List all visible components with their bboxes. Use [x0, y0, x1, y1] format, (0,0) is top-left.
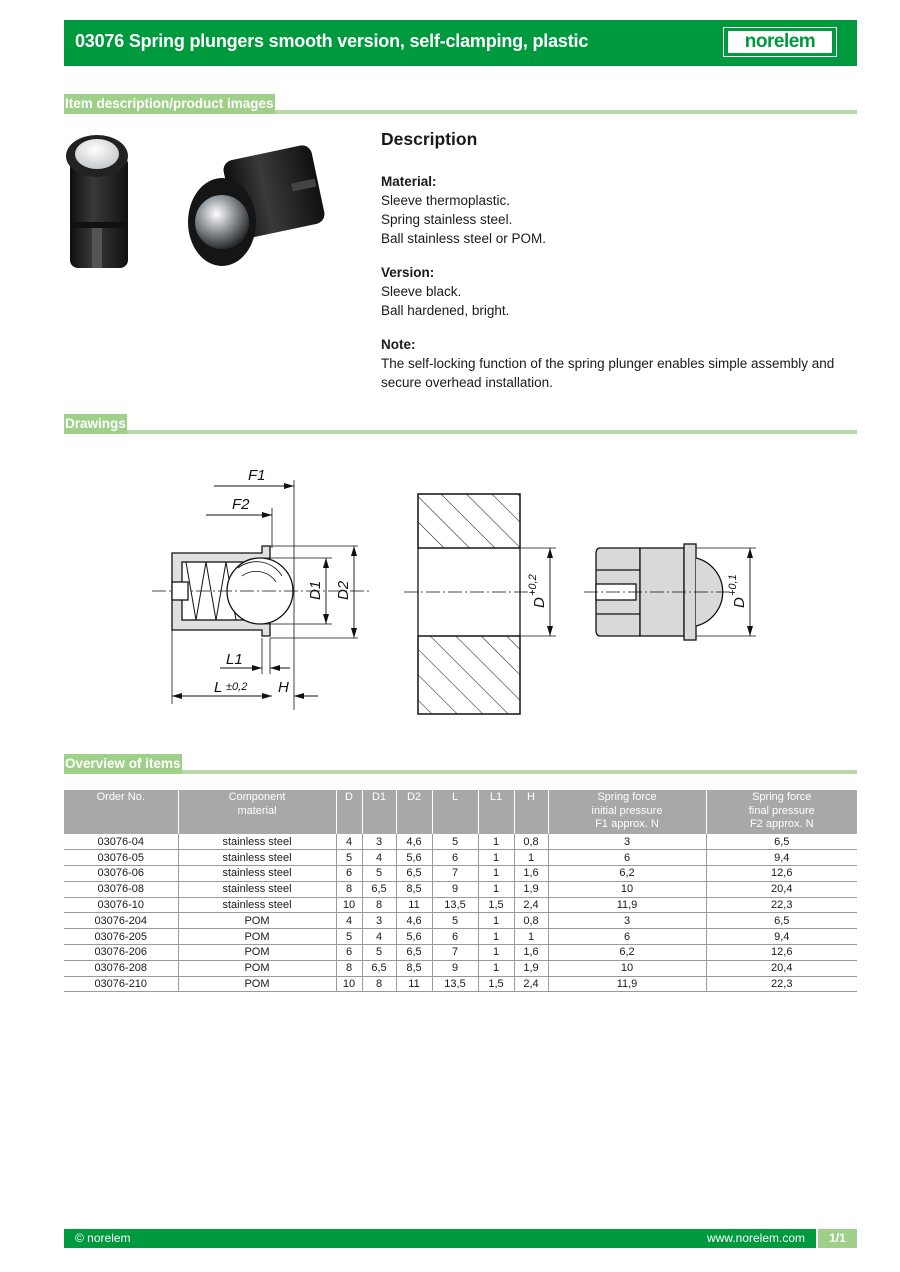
page-number: 1/1: [818, 1229, 857, 1248]
table-cell: 2,4: [514, 976, 548, 992]
label-d-plunger-tol: +0,1: [727, 574, 739, 596]
logo-text: norelem: [728, 31, 832, 53]
table-row: [64, 897, 857, 913]
table-cell: 5: [432, 834, 478, 850]
table-cell: 11,9: [548, 897, 706, 913]
section-view-drawing: [152, 467, 370, 710]
table-cell: 6,5: [396, 866, 432, 882]
section-label: Drawings: [64, 414, 127, 434]
table-cell: 6,5: [706, 913, 857, 929]
table-cell: 1,5: [478, 976, 514, 992]
column-header: [432, 790, 478, 834]
table-cell: 03076-05: [64, 850, 178, 866]
section-overview: [64, 752, 857, 774]
label-d-bore: D: [531, 597, 548, 608]
table-cell: POM: [178, 960, 336, 976]
items-table: [64, 790, 857, 992]
table-cell: POM: [178, 945, 336, 961]
material-line: Ball stainless steel or POM.: [381, 231, 547, 246]
table-cell: 1: [514, 850, 548, 866]
table-row: [64, 976, 857, 992]
table-cell: 6: [336, 945, 362, 961]
table-cell: 1,6: [514, 945, 548, 961]
bore-drawing: [404, 494, 556, 714]
table-cell: 4: [362, 929, 396, 945]
table-row: [64, 866, 857, 882]
table-cell: 03076-208: [64, 960, 178, 976]
column-header: [64, 790, 178, 834]
section-label: Item description/product images: [64, 94, 275, 114]
table-cell: 03076-04: [64, 834, 178, 850]
table-cell: 6,5: [362, 881, 396, 897]
table-cell: 10: [336, 897, 362, 913]
table-cell: POM: [178, 913, 336, 929]
label-l-tol: ±0,2: [226, 681, 248, 693]
table-row: [64, 881, 857, 897]
table-cell: 8: [336, 881, 362, 897]
table-cell: 20,4: [706, 960, 857, 976]
table-cell: 1: [478, 960, 514, 976]
technical-drawings: [150, 458, 770, 720]
label-f2: F2: [232, 496, 250, 513]
column-header-line: F2 approx. N: [749, 818, 814, 830]
table-cell: 4: [336, 834, 362, 850]
table-cell: 3: [362, 913, 396, 929]
table-row: [64, 850, 857, 866]
column-header: [396, 790, 432, 834]
table-row: [64, 834, 857, 850]
table-row: [64, 929, 857, 945]
description-block: [381, 128, 861, 407]
table-cell: 12,6: [706, 866, 857, 882]
version-block: [381, 263, 861, 320]
table-cell: 2,4: [514, 897, 548, 913]
column-header-line: D2: [406, 791, 422, 803]
table-body: [64, 834, 857, 992]
table-cell: 6: [432, 850, 478, 866]
column-header-line: D1: [371, 791, 387, 803]
label-d1: D1: [307, 580, 324, 600]
table-cell: POM: [178, 976, 336, 992]
table-cell: 1: [514, 929, 548, 945]
column-header: [336, 790, 362, 834]
section-item-description: [64, 92, 857, 114]
table-cell: 20,4: [706, 881, 857, 897]
table-cell: 0,8: [514, 913, 548, 929]
table-cell: 5: [336, 850, 362, 866]
table-cell: 6: [336, 866, 362, 882]
column-header-line: Spring force: [597, 791, 657, 803]
table-cell: stainless steel: [178, 881, 336, 897]
table-cell: stainless steel: [178, 866, 336, 882]
column-header-line: D: [345, 791, 353, 803]
table-cell: 03076-06: [64, 866, 178, 882]
plunger-steel-image: [188, 144, 326, 266]
table-cell: 9: [432, 960, 478, 976]
page-header: [64, 20, 857, 66]
table-cell: 1,9: [514, 881, 548, 897]
table-cell: 7: [432, 945, 478, 961]
table-cell: 1: [478, 866, 514, 882]
material-block: [381, 172, 861, 248]
table-cell: 7: [432, 866, 478, 882]
table-cell: 6: [548, 929, 706, 945]
table-cell: 8: [362, 976, 396, 992]
table-cell: 03076-210: [64, 976, 178, 992]
column-header-line: Component: [228, 791, 286, 803]
table-cell: 8: [336, 960, 362, 976]
table-cell: 4,6: [396, 834, 432, 850]
column-header: [362, 790, 396, 834]
product-images: [64, 126, 334, 276]
plunger-pom-image: [66, 135, 128, 268]
table-cell: stainless steel: [178, 897, 336, 913]
column-header-line: F1 approx. N: [595, 818, 659, 830]
norelem-logo: [723, 27, 837, 57]
table-cell: 1,5: [478, 897, 514, 913]
table-cell: 6,2: [548, 945, 706, 961]
table-row: [64, 960, 857, 976]
table-cell: 3: [548, 834, 706, 850]
table-cell: 3: [362, 834, 396, 850]
table-cell: 1: [478, 850, 514, 866]
table-cell: 8,5: [396, 881, 432, 897]
description-heading: Description: [381, 129, 478, 149]
table-cell: 5: [362, 945, 396, 961]
column-header-line: initial pressure: [591, 804, 663, 817]
table-cell: 8: [362, 897, 396, 913]
table-cell: 5: [362, 866, 396, 882]
table-cell: 03076-204: [64, 913, 178, 929]
table-cell: 13,5: [432, 976, 478, 992]
table-cell: 03076-08: [64, 881, 178, 897]
label-d-plunger: D: [731, 597, 748, 608]
table-cell: 12,6: [706, 945, 857, 961]
material-line: Sleeve thermoplastic.: [381, 193, 511, 208]
section-label: Overview of items: [64, 754, 182, 774]
table-cell: 5: [432, 913, 478, 929]
table-cell: 0,8: [514, 834, 548, 850]
column-header-line: Order No.: [96, 791, 145, 803]
material-label: Material:: [381, 174, 437, 189]
table-cell: 10: [548, 881, 706, 897]
table-row: [64, 913, 857, 929]
column-header: [706, 790, 857, 834]
label-l: L: [214, 679, 223, 696]
footer-url[interactable]: www.norelem.com: [706, 1231, 805, 1245]
column-header: [478, 790, 514, 834]
section-drawings: [64, 412, 857, 434]
table-cell: 4: [336, 913, 362, 929]
table-cell: 10: [548, 960, 706, 976]
table-cell: 22,3: [706, 897, 857, 913]
table-cell: 03076-205: [64, 929, 178, 945]
note-label: Note:: [381, 337, 416, 352]
table-cell: 13,5: [432, 897, 478, 913]
table-cell: 5,6: [396, 929, 432, 945]
table-cell: 5,6: [396, 850, 432, 866]
table-cell: 9,4: [706, 850, 857, 866]
table-cell: 1,9: [514, 960, 548, 976]
table-cell: 03076-206: [64, 945, 178, 961]
material-line: Spring stainless steel.: [381, 212, 513, 227]
table-row: [64, 945, 857, 961]
table-cell: 10: [336, 976, 362, 992]
column-header-line: L1: [489, 791, 503, 803]
table-cell: 1: [478, 913, 514, 929]
table-cell: 6,5: [706, 834, 857, 850]
table-cell: 6: [548, 850, 706, 866]
table-cell: 6,5: [396, 945, 432, 961]
column-header: [514, 790, 548, 834]
note-text: The self-locking function of the spring plunger enables simple assembly and secure overhead installation.: [381, 356, 835, 390]
table-cell: stainless steel: [178, 834, 336, 850]
column-header: [178, 790, 336, 834]
table-cell: 22,3: [706, 976, 857, 992]
page-title: 03076 Spring plungers smooth version, self-clamping, plastic: [75, 31, 589, 51]
table-cell: 11,9: [548, 976, 706, 992]
table-cell: 1: [478, 881, 514, 897]
column-header-line: final pressure: [748, 804, 815, 817]
table-cell: 1: [478, 929, 514, 945]
table-cell: 4: [362, 850, 396, 866]
table-cell: stainless steel: [178, 850, 336, 866]
version-line: Sleeve black.: [381, 284, 462, 299]
label-h: H: [278, 679, 289, 696]
table-header-row: [64, 790, 857, 834]
table-cell: 3: [548, 913, 706, 929]
version-label: Version:: [381, 265, 435, 280]
table-cell: 9: [432, 881, 478, 897]
table-cell: 6,2: [548, 866, 706, 882]
table-cell: 4,6: [396, 913, 432, 929]
footer-copyright: © norelem: [75, 1231, 131, 1245]
version-line: Ball hardened, bright.: [381, 303, 510, 318]
column-header-line: H: [527, 791, 535, 803]
table-cell: 03076-10: [64, 897, 178, 913]
label-f1: F1: [248, 467, 266, 484]
table-cell: 6,5: [362, 960, 396, 976]
table-cell: 11: [396, 976, 432, 992]
column-header-line: L: [451, 791, 459, 803]
plunger-outer-drawing: [584, 544, 756, 640]
table-cell: 5: [336, 929, 362, 945]
column-header-line: material: [237, 804, 277, 817]
label-d-bore-tol: +0,2: [527, 574, 539, 596]
table-cell: 6: [432, 929, 478, 945]
column-header: [548, 790, 706, 834]
note-block: [381, 335, 861, 392]
table-cell: 1: [478, 834, 514, 850]
table-cell: 1,6: [514, 866, 548, 882]
label-l1: L1: [226, 651, 243, 668]
table-cell: 8,5: [396, 960, 432, 976]
page-footer: [64, 1229, 857, 1248]
table-cell: 11: [396, 897, 432, 913]
column-header-line: Spring force: [752, 791, 812, 803]
table-cell: POM: [178, 929, 336, 945]
table-cell: 9,4: [706, 929, 857, 945]
label-d2: D2: [335, 580, 352, 600]
table-cell: 1: [478, 945, 514, 961]
